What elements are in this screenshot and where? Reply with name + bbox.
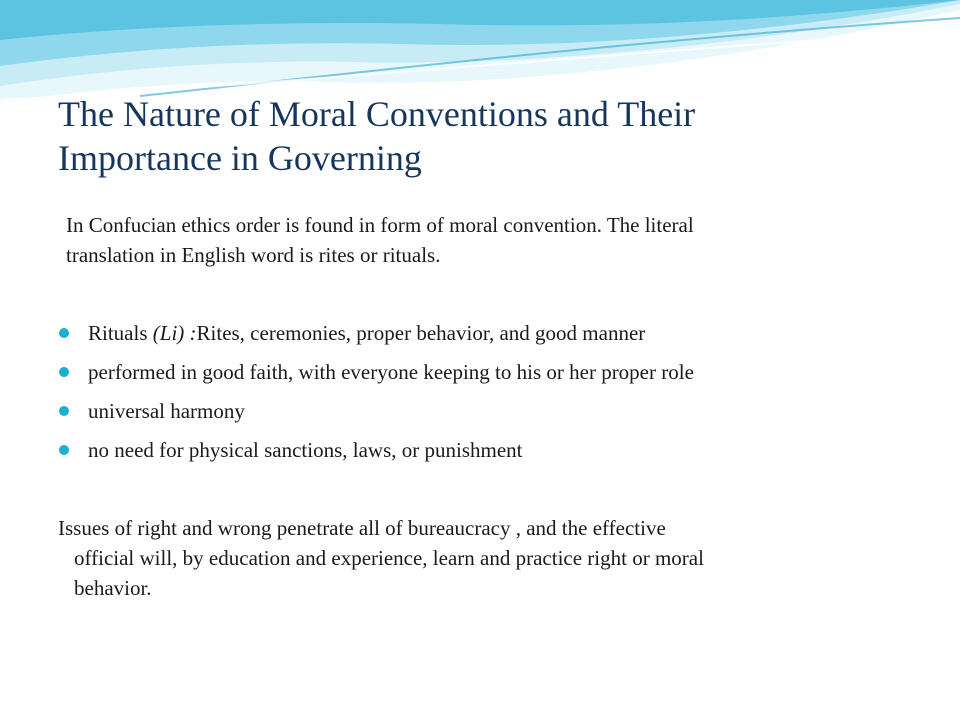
- slide-title-line-1: The Nature of Moral Conventions and Their: [58, 94, 696, 134]
- intro-paragraph: [58, 210, 925, 270]
- intro-line-1: In Confucian ethics order is found in form of moral convention. The literal: [66, 213, 694, 237]
- intro-line-2: translation in English word is rites or rituals.: [66, 243, 441, 267]
- bullet-list: [58, 318, 918, 474]
- bullet-dot-icon: [59, 406, 69, 416]
- bullet-text: universal harmony: [88, 399, 245, 423]
- slide-title-line-2: Importance in Governing: [58, 138, 422, 178]
- bullet-dot-icon: [59, 367, 69, 377]
- closing-line-2: official will, by education and experience, learn and practice right or moral: [74, 546, 704, 570]
- bullet-text-rest: Rites, ceremonies, proper behavior, and good manner: [196, 321, 646, 345]
- slide-title: [58, 92, 918, 180]
- bullet-text: no need for physical sanctions, laws, or punishment: [88, 438, 523, 462]
- closing-paragraph: [58, 513, 908, 603]
- bullet-item-no-sanctions: [58, 435, 918, 474]
- bullet-text: Rituals: [88, 321, 153, 345]
- bullet-item-harmony: [58, 396, 918, 435]
- closing-line-1: Issues of right and wrong penetrate all of bureaucracy , and the effective: [58, 516, 666, 540]
- bullet-text: performed in good faith, with everyone keeping to his or her proper role: [88, 360, 694, 384]
- bullet-item-good-faith: [58, 357, 918, 396]
- bullet-dot-icon: [59, 328, 69, 338]
- bullet-dot-icon: [59, 445, 69, 455]
- bullet-item-rituals: [58, 318, 918, 357]
- closing-line-3: behavior.: [74, 576, 152, 600]
- bullet-text-italic: (Li) :: [152, 321, 197, 345]
